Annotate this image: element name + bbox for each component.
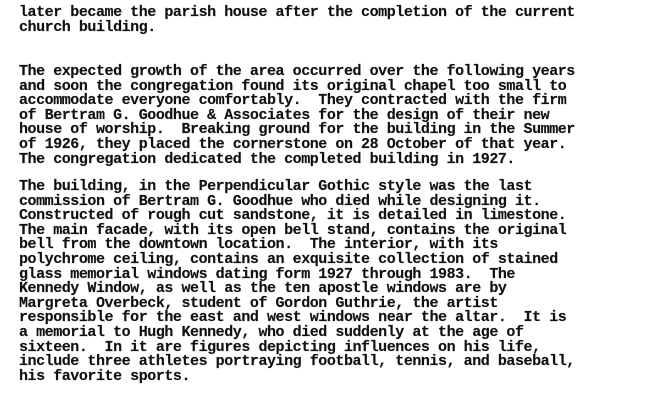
text-line: The main facade, with its open bell stand, contains the original (19, 221, 567, 239)
text-line: commission of Bertram G. Goodhue who died while designing it. (19, 192, 541, 210)
text-line: The expected growth of the area occurred over the following years (19, 63, 575, 80)
text-line: of 1926, they placed the cornerstone on 28 October of that year. (19, 135, 567, 153)
text-line: a memorial to Hugh Kennedy, who died suddenly at the age of (19, 323, 524, 341)
text-line: bell from the downtown location. The interior, with its (19, 236, 498, 254)
text-line: accommodate everyone comfortably. They contracted with the firm (19, 92, 567, 110)
text-line: include three athletes portraying football, tennis, and baseball, (19, 353, 575, 371)
text-line: The building, in the Perpendicular Gothic style was the last (19, 178, 533, 195)
paragraph-parish-house (19, 6, 575, 35)
text-line: sixteen. In it are figures depicting influences on his life, (19, 338, 541, 356)
text-line: and soon the congregation found its original chapel too small to (19, 77, 567, 95)
text-line: Constructed of rough cut sandstone, it is detailed in limestone. (19, 207, 567, 225)
text-line: later became the parish house after the completion of the current (19, 4, 575, 21)
text-line: his favorite sports. (19, 367, 191, 385)
paragraph-expected-growth (19, 65, 575, 167)
text-line: house of worship. Breaking ground for the building in the Summer (19, 121, 575, 139)
text-line: polychrome ceiling, contains an exquisite collection of stained (19, 250, 558, 268)
paragraph-building-description (19, 180, 575, 384)
text-line: church building. (19, 18, 156, 36)
text-line: The congregation dedicated the completed building in 1927. (19, 150, 515, 168)
text-line: Kennedy Window, as well as the ten apostle windows are by (19, 280, 507, 298)
text-line: Margreta Overbeck, student of Gordon Guthrie, the artist (19, 294, 498, 312)
text-line: of Bertram G. Goodhue & Associates for the design of their new (19, 106, 550, 124)
text-line: responsible for the east and west windows near the altar. It is (19, 309, 567, 327)
text-line: glass memorial windows dating form 1927 through 1983. The (19, 265, 515, 283)
